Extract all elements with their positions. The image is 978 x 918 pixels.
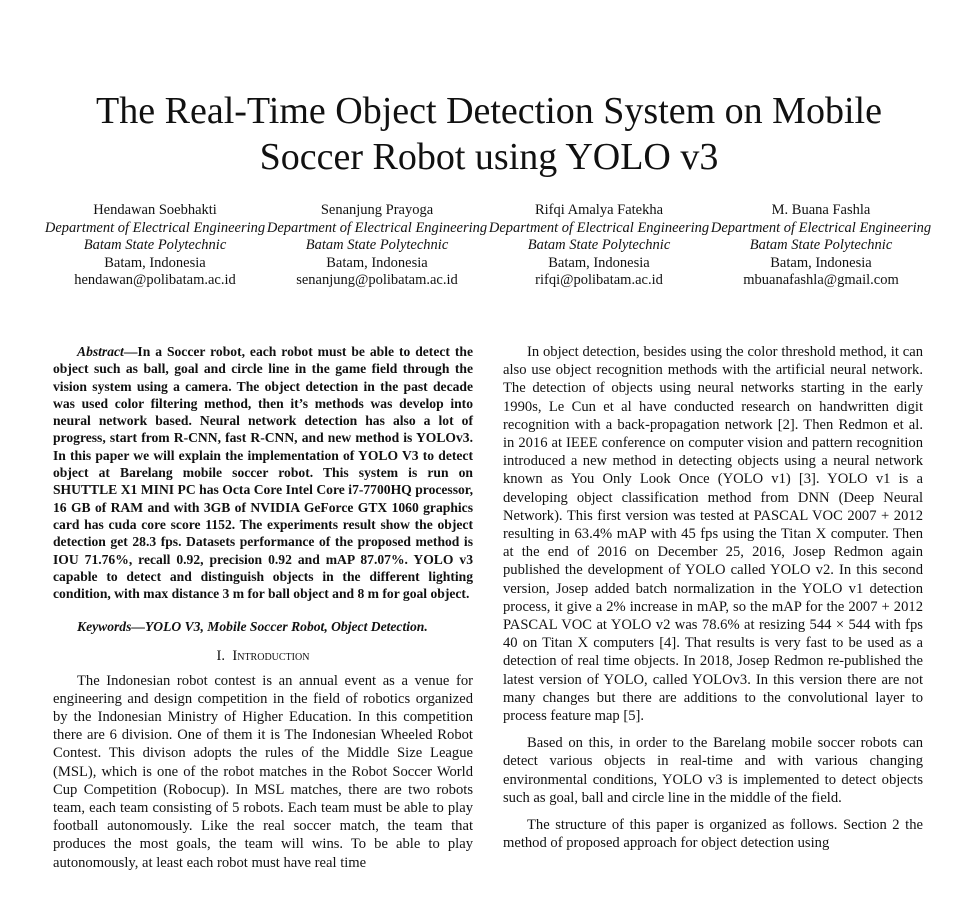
section-heading <box>53 647 473 665</box>
author-3 <box>488 202 710 290</box>
abstract-text: —In a Soccer robot, each robot must be able to detect the object such as ball, goal and circle line in the game field through the vision system using a camera. The object detection in the past decade was used color filtering method, then it’s methods was develop into neural network based. Neural network detection has also a lot of progress, start from R-CNN, fast R-CNN, and new method is YOLOv3. In this paper we will explain the implementation of YOLO V3 to detect object at Barelang mobile soccer robot. This system is run on SHUTTLE X1 MINI PC has Octa Core Intel Core i7-7700HQ processor, 16 GB of RAM and with 3GB of NVIDIA GeForce GTX 1060 graphics card has cuda core score 1152. The experiments result show the object detection get 28.3 fps. Datasets performance of the proposed method is IOU 71.76%, recall 0.92, precision 0.92 and mAP 87.07%. YOLO v3 capable to detect and distinguish objects in the different lighting condition, with max distance 3 m for ball object and 8 m for goal object. <box>53 344 473 602</box>
right-column <box>503 343 923 861</box>
author-email: mbuanafashla@gmail.com <box>743 272 899 288</box>
author-department: Department of Electrical Engineering <box>488 219 710 236</box>
author-name: M. Buana Fashla <box>771 202 871 218</box>
body-paragraph-1: In object detection, besides using the color threshold method, it can also use object recognition methods with the artificial neural network. The detection of objects using neural networks starting in the early 1990s, Le Cun et al have conducted research on handwritten digit recognition with a back-propagation network [2]. Then Redmon et al. in 2016 at IEEE conference on computer vision and pattern recognition introduced a new method in detecting objects using a neural network known as You Only Look Once (YOLO v1) [3]. YOLO v1 is a developing object classification method from DNN (Deep Neural Network). This first version was tested at PASCAL VOC 2007 + 2012 resulting in 63.4% mAP with 45 fps using the Titan X computer. Then at the end of 2016 on December 25, 2016, Josep Redmon again published the development of YOLO called YOLO v2. In this second version, Josep added batch normalization in the YOLO v1 detection process, it give a 2% increase in mAP, so the mAP for the 2007 + 2012 PASCAL VOC at YOLO v2 was 78.6% at resizing 544 × 544 with fps 40 on Titan X computers [4]. That results is very fast to be used as a detection of real time objects. In 2018, Josep Redmon re-published the latest version of YOLO, called YOLOv3. In this version there are not many changes but there are additions to the convolutional layer to process feature map [5]. <box>503 344 923 725</box>
author-city: Batam, Indonesia <box>104 254 206 271</box>
abstract-label: Abstract <box>77 344 124 359</box>
author-city: Batam, Indonesia <box>548 254 650 271</box>
keywords: Keywords—YOLO V3, Mobile Soccer Robot, Object Detection. <box>77 619 428 635</box>
left-column <box>53 343 473 881</box>
paper-title: The Real-Time Object Detection System on Mobile Soccer Robot using YOLO v3 <box>96 90 882 178</box>
section-title: Introduction <box>232 648 310 665</box>
author-4 <box>710 202 932 290</box>
author-1 <box>44 202 266 290</box>
author-email: hendawan@polibatam.ac.id <box>74 272 236 288</box>
author-block <box>44 202 934 290</box>
author-name: Senanjung Prayoga <box>320 202 434 218</box>
author-city: Batam, Indonesia <box>326 254 428 271</box>
author-department: Department of Electrical Engineering <box>266 219 488 236</box>
author-name: Hendawan Soebhakti <box>93 202 217 218</box>
author-city: Batam, Indonesia <box>770 254 872 271</box>
author-email: senanjung@polibatam.ac.id <box>296 272 458 288</box>
section-number: I. <box>216 648 226 665</box>
abstract <box>53 343 473 602</box>
author-name: Rifqi Amalya Fatekha <box>534 202 664 218</box>
body-paragraph-3: The structure of this paper is organized as follows. Section 2 the method of proposed approach for object detection using <box>503 817 923 852</box>
intro-paragraph: The Indonesian robot contest is an annual event as a venue for engineering and design competition in the field of robotics organized by the Indonesian Ministry of Higher Education. In this competition there are 6 division. One of them it is The Indonesian Wheeled Robot Contest. This divison adopts the rules of the Middle Size League (MSL), which is one of the robot matches in the Robot Soccer World Cup Competition (Robocup). In MSL matches, there are two robots team, each team consisting of 5 robots. Each team must be able to play football autonomously. Like the real soccer match, the team that produces the most goals, the team will wins. To be able to play autonomously, at least each robot must have real time <box>53 672 473 871</box>
author-department: Department of Electrical Engineering <box>710 219 932 236</box>
body-paragraph-2: Based on this, in order to the Barelang mobile soccer robots can detect various objects in real-time and with various changing environmental conditions, YOLO v3 is implemented to detect objects such as goal, ball and circle line in the middle of the field. <box>503 735 923 806</box>
author-institution: Batam State Polytechnic <box>305 237 449 253</box>
author-department: Department of Electrical Engineering <box>44 219 266 236</box>
author-institution: Batam State Polytechnic <box>83 237 227 253</box>
author-institution: Batam State Polytechnic <box>749 237 893 253</box>
author-email: rifqi@polibatam.ac.id <box>535 272 663 288</box>
author-2 <box>266 202 488 290</box>
author-institution: Batam State Polytechnic <box>527 237 671 253</box>
